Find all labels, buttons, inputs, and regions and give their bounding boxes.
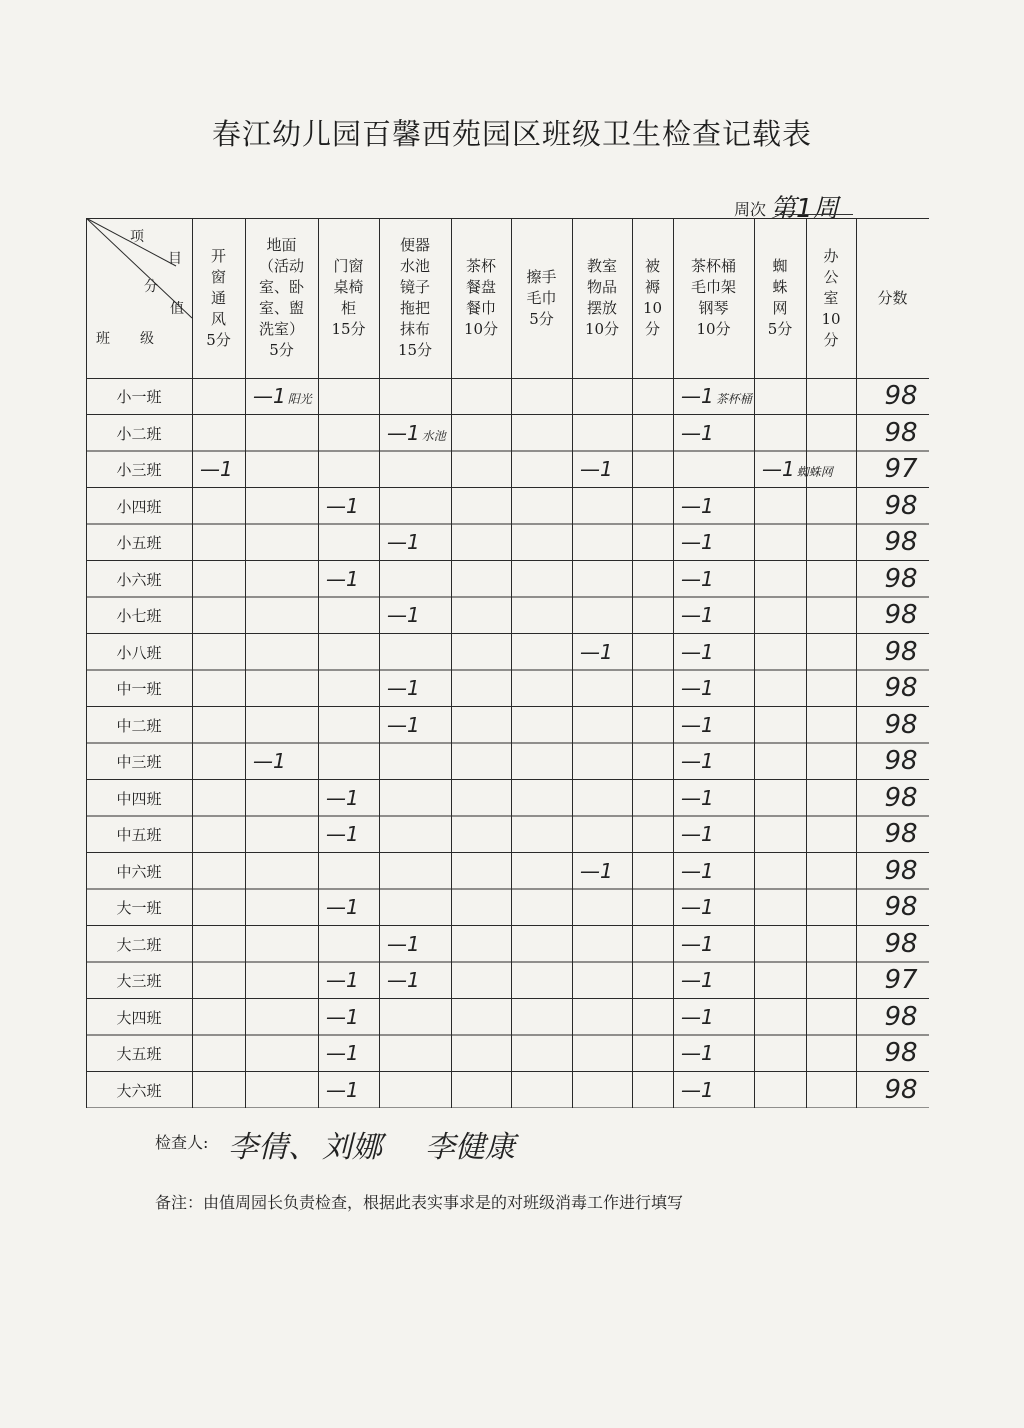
deduction-mark: [681, 713, 714, 737]
deduction-value: —1: [681, 1041, 714, 1065]
column-header-line: 10分: [696, 320, 731, 338]
column-header-11: [806, 246, 856, 351]
column-header-line: 钢琴: [698, 299, 729, 317]
deduction-mark: [326, 786, 359, 810]
column-header-line: 摆放: [586, 299, 617, 317]
deduction-mark: [681, 1078, 714, 1102]
column-header-line: 室、盥: [258, 299, 304, 317]
deduction-value: —1: [326, 822, 359, 846]
deduction-value: —1: [681, 968, 714, 992]
deduction-value: —1: [326, 493, 359, 518]
deduction-mark: [387, 676, 420, 700]
column-header-line: 蛛: [772, 278, 788, 296]
column-header-line: 被: [644, 257, 660, 275]
class-score: 98: [884, 746, 918, 776]
class-name: 小三班: [116, 461, 162, 479]
class-score: 97: [884, 454, 918, 484]
deduction-value: —1: [681, 420, 714, 445]
column-header-line: 分数: [877, 288, 908, 307]
class-name: 小四班: [116, 497, 162, 516]
class-name: 中三班: [116, 753, 162, 771]
class-score: 97: [884, 965, 918, 995]
corner-class-char-2: 级: [140, 331, 154, 347]
class-score: 98: [884, 636, 918, 667]
deduction-value: —1: [681, 493, 714, 518]
class-name: 大四班: [116, 1008, 162, 1027]
deduction-value: —1: [253, 749, 286, 773]
deduction-mark: [681, 603, 714, 627]
inspector-signature-1: 李倩、: [228, 1130, 318, 1165]
inspector-signature-3: 李健康: [425, 1130, 515, 1165]
class-name: 大一班: [116, 899, 162, 917]
deduction-value: —1: [387, 603, 420, 627]
deduction-mark: [681, 421, 714, 445]
class-score: 98: [884, 490, 918, 521]
deduction-value: —1: [681, 785, 714, 810]
class-name: 中一班: [116, 680, 162, 698]
deduction-mark: [326, 895, 359, 919]
deduction-value: —1: [681, 858, 714, 883]
column-header-line: 15分: [331, 320, 366, 338]
deduction-value: —1: [387, 420, 420, 445]
column-header-line: 5分: [269, 341, 294, 359]
deduction-value: —1: [762, 457, 795, 481]
deduction-note: 茶杯桶: [715, 392, 752, 406]
deduction-mark: [580, 457, 613, 481]
deduction-value: —1: [326, 1077, 359, 1102]
deduction-value: —1: [681, 1077, 714, 1102]
deduction-value: —1: [681, 639, 714, 664]
class-score: 98: [884, 1038, 918, 1068]
class-score: 98: [884, 417, 918, 448]
week-value: 第1周: [770, 194, 839, 224]
column-header-line: 褥: [644, 278, 660, 296]
column-header-line: 10分: [584, 320, 620, 338]
column-header-line: 门窗: [333, 257, 364, 275]
inspection-table: [86, 218, 929, 1108]
class-name: 小八班: [116, 643, 162, 662]
column-header-3: [318, 256, 379, 340]
class-score: 98: [884, 381, 918, 411]
class-score: 98: [884, 928, 918, 959]
deduction-mark: [326, 822, 359, 846]
class-name: 小二班: [116, 424, 162, 443]
deduction-mark: [326, 494, 359, 518]
deduction-mark: [387, 421, 446, 445]
deduction-value: —1: [681, 530, 714, 554]
deduction-value: —1: [580, 858, 613, 883]
column-header-line: 网: [772, 299, 788, 317]
deduction-mark: [580, 859, 613, 883]
column-header-line: 5分: [206, 330, 231, 349]
class-name: 中五班: [116, 826, 162, 844]
deduction-mark: [681, 676, 714, 700]
deduction-mark: [387, 932, 420, 956]
deduction-value: —1: [681, 1004, 714, 1029]
deduction-value: —1: [681, 749, 714, 773]
class-score: 98: [884, 1074, 918, 1105]
deduction-value: —1: [326, 785, 359, 810]
deduction-mark: [681, 859, 714, 883]
column-header-line: 擦手: [526, 267, 557, 286]
column-header-1: [192, 246, 245, 351]
inspector-label: 检查人:: [155, 1133, 209, 1152]
class-score: 98: [884, 563, 918, 594]
deduction-mark: [681, 494, 714, 518]
column-header-8: [632, 256, 673, 340]
class-score: 98: [884, 892, 918, 922]
column-header-line: 茶杯: [465, 257, 496, 275]
deduction-note: 水池: [421, 428, 446, 443]
column-header-5: [451, 256, 511, 340]
column-header-line: 拖把: [399, 299, 430, 317]
deduction-value: —1: [200, 457, 233, 481]
class-name: 大六班: [116, 1081, 162, 1100]
deduction-mark: [387, 713, 420, 737]
deduction-mark: [580, 640, 613, 664]
deduction-mark: [681, 1005, 714, 1029]
page-title: 春江幼儿园百馨西苑园区班级卫生检查记载表: [211, 117, 812, 151]
deduction-mark: [253, 749, 286, 773]
column-header-line: 餐盘: [465, 278, 496, 296]
deduction-note: 阳光: [287, 392, 312, 406]
column-header-12: [856, 288, 929, 309]
column-header-line: 物品: [586, 278, 617, 296]
class-score: 98: [884, 673, 918, 703]
class-score: 98: [884, 1001, 918, 1032]
deduction-mark: [681, 786, 714, 810]
column-header-line: 地面: [266, 236, 297, 254]
deduction-value: —1: [580, 457, 613, 481]
column-header-line: 抹布: [399, 320, 430, 338]
column-header-line: 分: [823, 330, 839, 349]
footer-note: 备注：由值周园长负责检查，根据此表实事求是的对班级消毒工作进行填写: [155, 1193, 684, 1212]
column-header-4: [379, 235, 451, 361]
class-score: 98: [884, 600, 918, 630]
column-header-line: 便器: [399, 236, 430, 254]
deduction-mark: [387, 968, 420, 992]
deduction-value: —1: [387, 968, 420, 992]
deduction-value: —1: [326, 895, 359, 919]
deduction-value: —1: [681, 384, 714, 408]
deduction-value: —1: [681, 603, 714, 627]
column-header-line: 15分: [397, 341, 433, 359]
column-header-2: [245, 235, 318, 361]
deduction-mark: [681, 749, 714, 773]
table-gridlines: [86, 218, 929, 1108]
column-header-line: 水池: [399, 257, 430, 275]
column-header-line: 窗: [210, 267, 226, 286]
column-header-line: 通: [210, 288, 226, 307]
column-header-line: 蜘: [772, 257, 788, 275]
deduction-mark: [681, 567, 714, 591]
column-header-line: 洗室）: [258, 320, 304, 338]
deduction-mark: [681, 895, 714, 919]
deduction-value: —1: [326, 968, 359, 992]
deduction-mark: [762, 457, 833, 481]
column-header-line: 风: [210, 309, 226, 328]
column-header-line: 餐巾: [465, 299, 496, 317]
week-underline: [775, 214, 853, 215]
column-header-line: 5分: [767, 320, 793, 338]
deduction-mark: [387, 603, 420, 627]
column-header-line: 桌椅: [333, 278, 364, 296]
deduction-value: —1: [253, 384, 286, 408]
class-score: 98: [884, 782, 918, 813]
column-header-line: 教室: [586, 257, 617, 275]
deduction-mark: [681, 968, 714, 992]
class-name: 小五班: [116, 534, 162, 552]
deduction-mark: [681, 384, 752, 408]
column-header-line: （活动: [258, 257, 304, 275]
deduction-value: —1: [387, 530, 420, 554]
deduction-note: 蜘蛛网: [796, 465, 833, 479]
corner-item-char-1: 项: [130, 229, 144, 245]
deduction-mark: [253, 384, 312, 408]
column-header-6: [511, 267, 572, 330]
deduction-value: —1: [387, 712, 420, 737]
class-score: 98: [884, 527, 918, 557]
deduction-value: —1: [326, 566, 359, 591]
deduction-value: —1: [580, 639, 613, 664]
deduction-mark: [326, 567, 359, 591]
column-header-line: 茶杯桶: [690, 257, 736, 275]
deduction-value: —1: [326, 1041, 359, 1065]
class-name: 小七班: [116, 607, 162, 625]
deduction-mark: [681, 640, 714, 664]
deduction-mark: [387, 530, 420, 554]
column-header-line: 分: [644, 320, 660, 338]
corner-class-char-1: 班: [96, 331, 110, 347]
deduction-value: —1: [387, 676, 420, 700]
column-header-line: 10分: [463, 320, 499, 338]
deduction-mark: [681, 822, 714, 846]
column-header-9: [673, 256, 754, 340]
column-header-line: 毛巾架: [690, 278, 736, 296]
corner-value-char-2: 值: [170, 301, 184, 317]
column-header-line: 10: [821, 309, 841, 328]
column-header-7: [572, 256, 632, 340]
deduction-value: —1: [681, 931, 714, 956]
column-header-line: 毛巾: [526, 288, 557, 307]
deduction-mark: [326, 1005, 359, 1029]
column-header-10: [754, 256, 806, 340]
deduction-value: —1: [681, 895, 714, 919]
class-score: 98: [884, 819, 918, 849]
column-header-line: 办: [823, 246, 839, 265]
class-name: 大五班: [116, 1045, 162, 1063]
deduction-mark: [326, 968, 359, 992]
deduction-mark: [200, 457, 233, 481]
deduction-mark: [326, 1041, 359, 1065]
inspector-signature-2: 刘娜: [322, 1130, 382, 1165]
class-name: 小一班: [116, 388, 162, 406]
corner-value-char-1: 分: [144, 279, 158, 295]
deduction-value: —1: [681, 712, 714, 737]
deduction-mark: [326, 1078, 359, 1102]
class-score: 98: [884, 855, 918, 886]
deduction-mark: [681, 932, 714, 956]
deduction-value: —1: [387, 931, 420, 956]
class-name: 中二班: [116, 716, 162, 735]
class-name: 大二班: [116, 935, 162, 954]
column-header-line: 5分: [529, 309, 554, 328]
week-label: 周次: [734, 200, 767, 219]
corner-item-char-2: 目: [168, 251, 182, 267]
class-name: 中六班: [116, 862, 162, 881]
column-header-line: 镜子: [399, 278, 430, 296]
deduction-value: —1: [681, 676, 714, 700]
column-header-line: 10: [642, 299, 663, 317]
deduction-value: —1: [681, 566, 714, 591]
class-score: 98: [884, 709, 918, 740]
column-header-line: 室: [823, 288, 839, 307]
deduction-value: —1: [326, 1004, 359, 1029]
deduction-mark: [681, 530, 714, 554]
deduction-mark: [681, 1041, 714, 1065]
class-name: 小六班: [116, 570, 162, 589]
deduction-value: —1: [681, 822, 714, 846]
class-name: 中四班: [116, 789, 162, 808]
column-header-line: 开: [210, 246, 226, 265]
class-name: 大三班: [116, 972, 162, 990]
column-header-line: 室、卧: [258, 278, 304, 296]
column-header-line: 柜: [340, 299, 356, 317]
column-header-line: 公: [823, 267, 839, 286]
